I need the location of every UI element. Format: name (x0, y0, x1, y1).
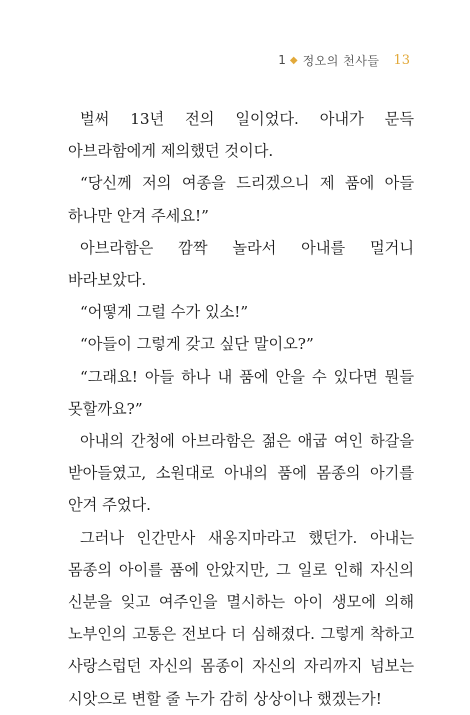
paragraph: “아들이 그렇게 갖고 싶단 말이오?” (80, 335, 314, 354)
diamond-icon: ◆ (289, 54, 298, 66)
paragraph: “당신께 저의 여종을 드리겠으니 제 품에 아들 하나만 안겨 주세요!” (68, 174, 414, 225)
running-header (278, 50, 410, 70)
paragraph: “어떻게 그럴 수가 있소!” (80, 303, 249, 322)
paragraph: 벌써 13년 전의 일이었다. 아내가 문득 아브라함에게 제의했던 것이다. (68, 110, 414, 161)
paragraph: 아브라함은 깜짝 놀라서 아내를 멀거니 바라보았다. (68, 238, 414, 290)
chapter-title: 정오의 천사들 (302, 53, 380, 68)
chapter-number: 1 (278, 53, 286, 67)
page-number: 13 (393, 52, 410, 68)
paragraph: 그러나 인간만사 새옹지마라고 했던가. 아내는 몸종의 아이를 품에 안았지만, 그 일로 인해 자신의 신분을 잊고 여주인을 멸시하는 아이 생모에 의해 노부인의 고통은 전보다 더 심해졌다. 그렇게 착하고 사랑스럽던 자신의 몸종이 자신의 자리까지 넘보는 시앗으로 변할 줄 누가 감히 상상이나 했겠는가! (68, 528, 414, 708)
body-text (68, 103, 414, 715)
paragraph: 아내의 간청에 아브라함은 젊은 애굽 여인 하갈을 받아들였고, 소원대로 아내의 품에 몸종의 아기를 안겨 주었다. (68, 432, 414, 515)
paragraph: “그래요! 아들 하나 내 품에 안을 수 있다면 뭔들 못할까요?” (68, 367, 414, 418)
